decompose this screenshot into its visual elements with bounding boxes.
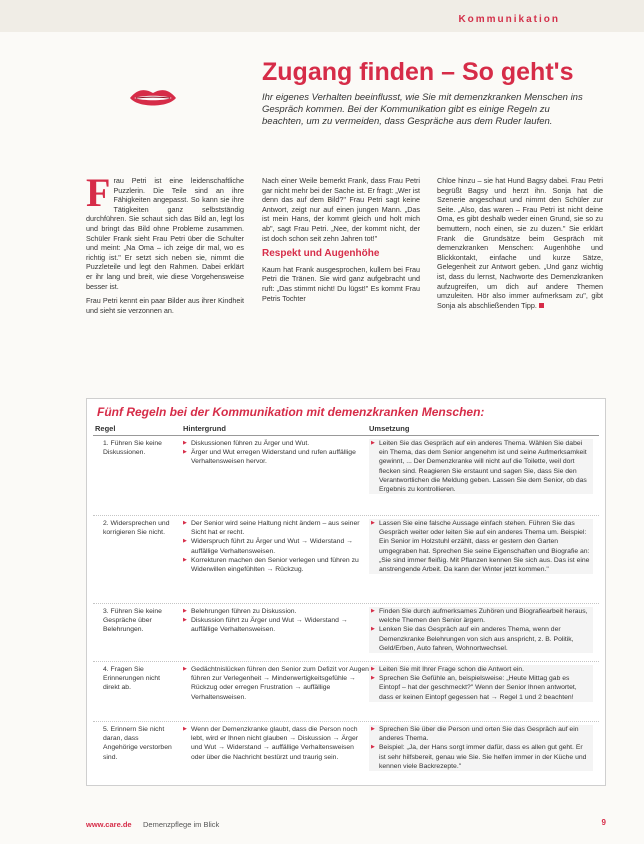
- bullet-item: ▶ Beispiel: „Ja, der Hans sorgt immer dafür, dass es allen gut geht. Er ist sehr hilfsbereit, genau wie Sie. Sie helfen immer in der Küche und kennen viele Backrezepte.": [371, 743, 591, 771]
- table-header: [93, 423, 599, 436]
- background-cell: [183, 519, 369, 574]
- bullet-item: ▶ Finden Sie durch aufmerksames Zuhören und Biografiearbeit heraus, welche Themen den Senior ärgern.: [371, 607, 591, 625]
- bullet-item: ▶ Belehrungen führen zu Diskussion.: [183, 607, 369, 616]
- footer-publication: Demenzpflege im Blick: [143, 820, 220, 829]
- bullet-item: ▶ Leiten Sie mit Ihrer Frage schon die Antwort ein.: [371, 665, 591, 674]
- table-row: [93, 437, 599, 516]
- rules-box: [86, 398, 606, 786]
- article-column-3: [437, 176, 603, 315]
- paragraph: Nach einer Weile bemerkt Frank, dass Frau Petri gar nicht mehr bei der Sache ist. Er fragt: „Wer ist denn das auf dem Bild?" Frau Petri sagt keine Antwort, zeigt nur auf einen jungen Mann. „Das ist mein Hans, der kommt gleich und holt mich ab", sagt Frau Petri. „Nee, der kommt nicht, der ist doch schon seit zehn Jahren tot!": [262, 176, 420, 243]
- bullet-item: ▶ Sprechen Sie Gefühle an, beispielsweise: „Heute Mittag gab es Eintopf – hat der geschmeckt?" Wenn der Senior Ihnen antwortet, dass er keinen Eintopf gegessen hat → Regel 1 und 2 beachten!: [371, 674, 591, 702]
- rule-cell: 3. Führen Sie keine Gespräche über Belehrungen.: [103, 608, 162, 634]
- drop-cap: F: [86, 170, 111, 215]
- rule-cell: 4. Fragen Sie Erinnerungen nicht direkt ab.: [103, 666, 161, 692]
- table-row: [93, 663, 599, 722]
- background-cell: [183, 439, 369, 467]
- section-label: Kommunikation: [458, 14, 560, 25]
- bullet-item: ▶ Ärger und Wut erregen Widerstand und rufen auffällige Verhaltensweisen hervor.: [183, 448, 369, 466]
- bullet-item: ▶ Lenken Sie das Gespräch auf ein anderes Thema, wenn der Demenzkranke Belehrungen von sich aus anspricht, z. B. Politik, Geld/Erben, Auto fahren, Wohnortwechsel.: [371, 625, 591, 653]
- bullet-item: ▶ Leiten Sie das Gespräch auf ein anderes Thema. Wählen Sie dabei ein Thema, das dem Senior angenehm ist und seine Aufmerksamkeit gewinnt, ... Der Demenzkranke will nicht auf die Toilette, weil dort flecken sind. Reagieren Sie erstaunt und sagen Sie, dass Sie den Verantwortlichen die Meldung geben. Lassen Sie dem Senior, ob das Ergebnis zu kontrollieren.: [371, 439, 591, 494]
- bullet-item: ▶ Diskussion führt zu Ärger und Wut → Widerstand → auffällige Verhaltensweisen.: [183, 616, 369, 634]
- bullet-item: ▶ Sprechen Sie über die Person und orten Sie das Gespräch auf ein anderes Thema.: [371, 725, 591, 743]
- table-row: [93, 605, 599, 662]
- bullet-item: ▶ Der Senior wird seine Haltung nicht ändern – aus seiner Sicht hat er recht.: [183, 519, 369, 537]
- paragraph: Chloe hinzu – sie hat Hund Bagsy dabei. Frau Petri begrüßt Bagsy und herzt ihn. Sonja hat die Szenerie angeschaut und nimmt den Schüler zur Seite. „Also, das waren – Frau Petri ist nicht deine Oma, es gibt deshalb weder einen Grund, sie so zu bemuttern, noch einen, sie zu duzen." Sie erklärt Frank die Grundsätze beim Gespräch mit demenzkranken Menschen: Augenhöhe und Blickkontakt, einfache und kurze Sätze, Gelegenheit zur Antwort geben. „Und ganz wichtig ist, dass du lernst, Nachworte des Demenzkranken aufzugreifen, um dich auf andere Themen umzuleiten. Hör also immer aufmerksam zu", gibt Sonja als abschließenden Tipp.: [437, 176, 603, 310]
- lips-icon: [128, 86, 178, 110]
- background-cell: [183, 665, 369, 702]
- bullet-item: ▶ Lassen Sie eine falsche Aussage einfach stehen. Führen Sie das Gespräch weiter oder leiten Sie auf ein anderes Thema um. Beispiel: Ein Senior im Holzstuhl erzählt, dass er gestern den Garten umgegraben hat. Sprechen Sie seine Eigenschaften und Biografie an: „Sie sind immer fleißig. Mit Pflanzen kennen Sie sich aus. Das ist eine anstrengende Arbeit. Da kann der Winter jetzt kommen.": [371, 519, 591, 574]
- rules-box-title: Fünf Regeln bei der Kommunikation mit demenzkranken Menschen:: [97, 405, 485, 419]
- article-column-1: [86, 170, 244, 320]
- implementation-cell: [369, 439, 593, 494]
- article-title: Zugang finden – So geht's: [262, 58, 574, 86]
- implementation-cell: [369, 607, 593, 653]
- paragraph: Frau Petri kennt ein paar Bilder aus ihrer Kindheit und sieht sie verzonnen an.: [86, 296, 244, 315]
- footer-url-link[interactable]: www.care.de: [86, 820, 132, 829]
- implementation-cell: [369, 519, 593, 574]
- table-row: [93, 517, 599, 604]
- rule-cell: 5. Erinnern Sie nicht daran, dass Angehörige verstorben sind.: [103, 726, 172, 761]
- header-rule: Regel: [95, 424, 116, 433]
- implementation-cell: [369, 725, 593, 771]
- subheading: Respekt und Augenhöhe: [262, 248, 380, 260]
- rule-cell: 1. Führen Sie keine Diskussionen.: [103, 440, 162, 457]
- background-cell: [183, 725, 369, 762]
- page-number: 9: [601, 818, 606, 827]
- bullet-item: ▶ Diskussionen führen zu Ärger und Wut.: [183, 439, 369, 448]
- paragraph: Kaum hat Frank ausgesprochen, kullern bei Frau Petri die Tränen. Sie wird ganz aufgebracht und ruft: „Das stimmt nicht! Du lügst!" Es kommt Frau Petris Tochter: [262, 264, 420, 303]
- rule-cell: 2. Widersprechen und korrigieren Sie nicht.: [103, 520, 170, 537]
- implementation-cell: [369, 665, 593, 702]
- bullet-item: ▶ Korrekturen machen den Senior verlegen und führen zu Widerwillen eingefühlten → Rückzug.: [183, 556, 369, 574]
- bullet-item: ▶ Gedächtnislücken führen den Senior zum Defizit vor Augen führen zur Verlegenheit → Minderwertigkeitsgefühle → Rückzug oder erregen Frustration → auffällige Verhaltensweisen.: [183, 665, 369, 702]
- table-row: [93, 723, 599, 781]
- end-mark-icon: [539, 303, 544, 308]
- paragraph: rau Petri ist eine leidenschaftliche Puzzlerin. Die Teile sind an ihre Fähigkeiten angepasst. So kann sie ihre Tätigkeiten ganz selbstständig durchführen. Sie schaut sich das Bild an, legt los und bringt das Bild ohne Probleme zusammen. Schüler Frank sieht Frau Petri über die Schulter und meint: „Na Oma – ich zeige dir mal, wo es richtig ist." Er setzt sich neben sie, nimmt die Puzzleteile und legt den Rahmen. Dabei erklärt er ihr lang und breit, wie diese Vorgehensweise besser ist.: [86, 176, 244, 291]
- bullet-item: ▶ Wenn der Demenzkranke glaubt, dass die Person noch lebt, wird er Ihnen nicht glauben → Diskussion → Ärger und Wut → Widerstand → auffällige Verhaltensweisen oder über die Nachricht bestürzt und traurig sein.: [183, 725, 369, 762]
- background-cell: [183, 607, 369, 635]
- header-background: Hintergrund: [183, 424, 226, 433]
- bullet-item: ▶ Widerspruch führt zu Ärger und Wut → Widerstand → auffällige Verhaltensweisen.: [183, 537, 369, 555]
- article-intro: Ihr eigenes Verhalten beeinflusst, wie Sie mit demenzkranken Menschen ins Gespräch kommen. Bei der Kommunikation gibt es einige Regeln zu beachten, um zu vermeiden, dass Gespräche aus dem Ruder laufen.: [262, 92, 583, 127]
- article-column-2: [262, 176, 420, 308]
- header-implementation: Umsetzung: [369, 424, 410, 433]
